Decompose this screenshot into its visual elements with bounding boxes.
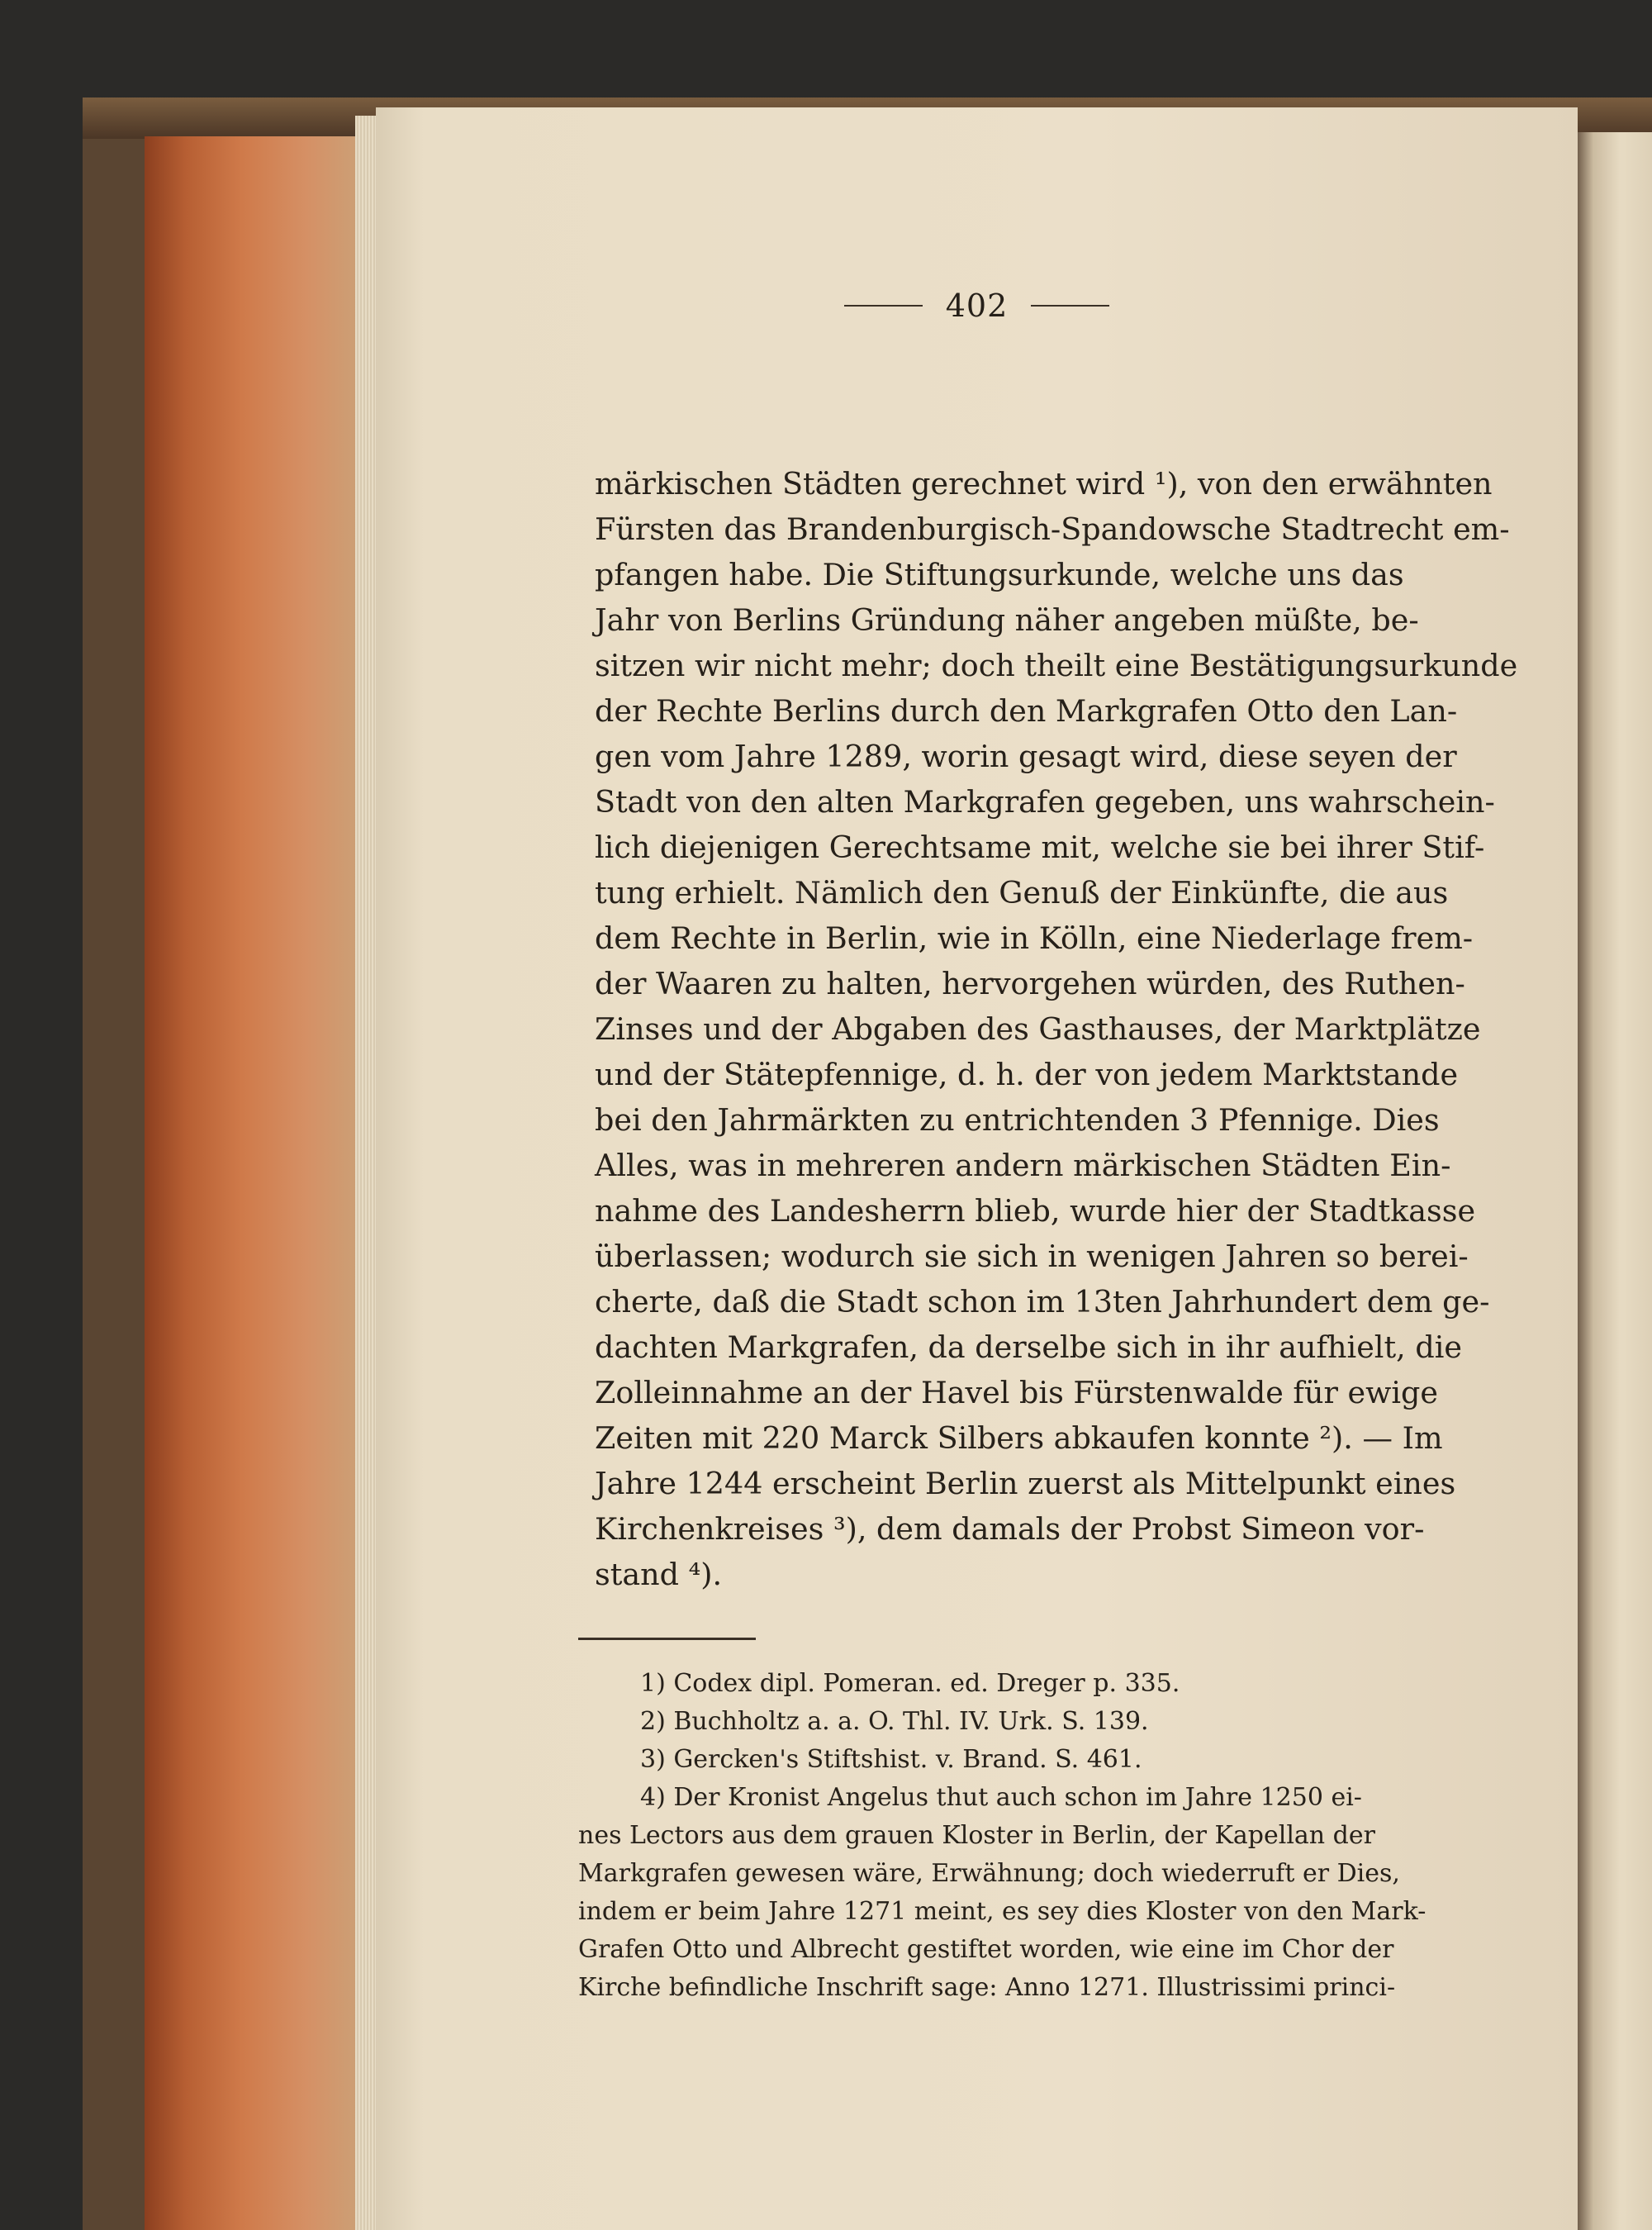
body-line: cherte, daß die Stadt schon im 13ten Jahrhundert dem ge-: [595, 1284, 1490, 1319]
body-line: Zeiten mit 220 Marck Silbers abkaufen konnte ²). — Im: [595, 1420, 1443, 1456]
body-line: Zinses und der Abgaben des Gasthauses, der Marktplätze: [595, 1011, 1481, 1047]
body-line: Stadt von den alten Markgrafen gegeben, uns wahrschein-: [595, 784, 1495, 820]
body-line: tung erhielt. Nämlich den Genuß der Einkünfte, die aus: [595, 875, 1449, 911]
body-line: Fürsten das Brandenburgisch-Spandowsche Stadtrecht em-: [595, 511, 1510, 547]
body-line: nahme des Landesherrn blieb, wurde hier der Stadtkasse: [595, 1193, 1476, 1229]
body-line: Kirchenkreises ³), dem damals der Probst Simeon vor-: [595, 1511, 1425, 1547]
footnote-line: Grafen Otto und Albrecht gestiftet worden, wie eine im Chor der: [578, 1935, 1394, 1964]
head-dash-right: [1031, 305, 1109, 307]
footnote-line: Markgrafen gewesen wäre, Erwähnung; doch wiederruft er Dies,: [578, 1859, 1400, 1888]
body-line: sitzen wir nicht mehr; doch theilt eine Bestätigungsurkunde: [595, 648, 1518, 683]
body-line: Jahre 1244 erscheint Berlin zuerst als Mittelpunkt eines: [595, 1466, 1456, 1501]
body-line: Alles, was in mehreren andern märkischen Städten Ein-: [595, 1148, 1451, 1183]
body-line: und der Stätepfennige, d. h. der von jedem Marktstande: [595, 1057, 1459, 1092]
running-head: [376, 281, 1578, 330]
body-line: überlassen; wodurch sie sich in wenigen Jahren so berei-: [595, 1239, 1469, 1274]
body-line: bei den Jahrmärkten zu entrichtenden 3 Pfennige. Dies: [595, 1102, 1440, 1138]
body-line: Zolleinnahme an der Havel bis Fürstenwalde für ewige: [595, 1375, 1438, 1410]
body-line: der Waaren zu halten, hervorgehen würden, des Ruthen-: [595, 966, 1465, 1001]
body-line: der Rechte Berlins durch den Markgrafen Otto den Lan-: [595, 693, 1458, 729]
footnote-rule: [578, 1638, 756, 1640]
body-line: pfangen habe. Die Stiftungsurkunde, welche uns das: [595, 557, 1404, 592]
body-line: dem Rechte in Berlin, wie in Kölln, eine Niederlage frem-: [595, 920, 1474, 956]
body-line: lich diejenigen Gerechtsame mit, welche sie bei ihrer Stif-: [595, 830, 1485, 865]
body-line: märkischen Städten gerechnet wird ¹), von den erwähnten: [595, 466, 1493, 502]
footnote-line: 3) Gercken's Stiftshist. v. Brand. S. 461.: [640, 1745, 1142, 1774]
body-line: Jahr von Berlins Gründung näher angeben müßte, be-: [595, 602, 1419, 638]
head-dash-left: [844, 305, 923, 307]
body-line: gen vom Jahre 1289, worin gesagt wird, diese seyen der: [595, 739, 1457, 774]
footnote-line: 4) Der Kronist Angelus thut auch schon im Jahre 1250 ei-: [640, 1783, 1362, 1812]
page-block-edge: [145, 136, 376, 2230]
body-line: stand ⁴).: [595, 1557, 723, 1592]
footnote-line: 2) Buchholtz a. a. O. Thl. IV. Urk. S. 139.: [640, 1707, 1149, 1736]
page-number: 402: [945, 288, 1009, 324]
body-line: dachten Markgrafen, da derselbe sich in ihr aufhielt, die: [595, 1329, 1462, 1365]
footnote-line: 1) Codex dipl. Pomeran. ed. Dreger p. 335.: [640, 1669, 1180, 1698]
book-page: [376, 107, 1578, 2230]
footnote-line: Kirche befindliche Inschrift sage: Anno 1271. Illustrissimi princi-: [578, 1973, 1396, 2002]
footnote-line: indem er beim Jahre 1271 meint, es sey dies Kloster von den Mark-: [578, 1897, 1427, 1926]
footnote-line: nes Lectors aus dem grauen Kloster in Berlin, der Kapellan der: [578, 1821, 1375, 1850]
